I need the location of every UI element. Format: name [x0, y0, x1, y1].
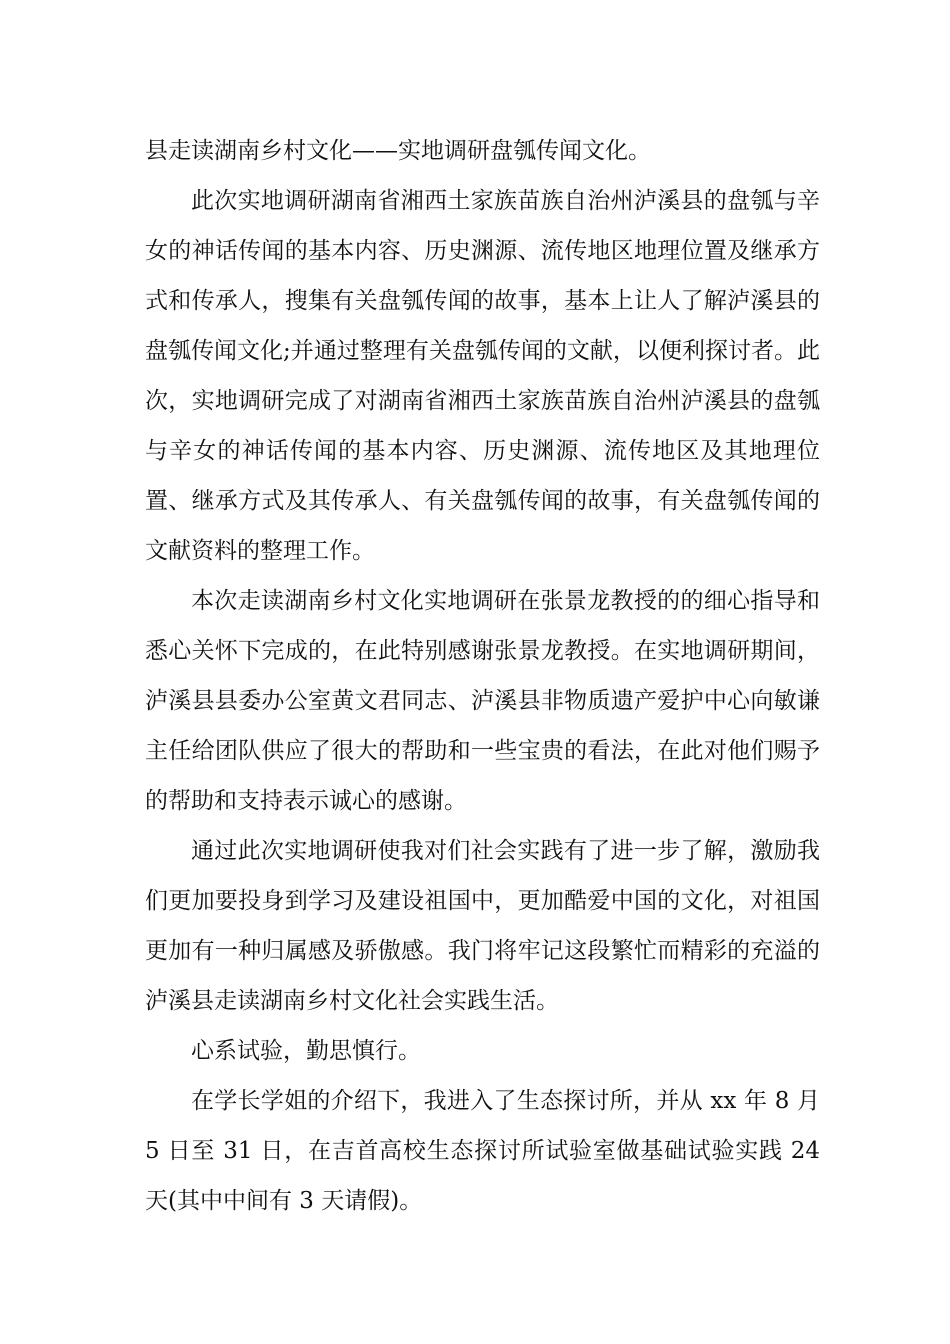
document-body — [145, 126, 820, 1226]
paragraph-1: 县走读湖南乡村文化——实地调研盘瓠传闻文化。 — [145, 138, 651, 164]
paragraph-6: 在学长学姐的介绍下，我进入了生态探讨所，并从 xx 年 8 月 5 日至 31 日，在吉首高校生态探讨所试验室做基础试验实践 24 天(其中中间有 3 天请假)。 — [145, 1088, 820, 1214]
paragraph-2: 此次实地调研湖南省湘西土家族苗族自治州泸溪县的盘瓠与辛女的神话传闻的基本内容、历史渊源、流传地区地理位置及继承方式和传承人，搜集有关盘瓠传闻的故事，基本上让人了解泸溪县的盘瓠传闻文化;并通过整理有关盘瓠传闻的文献，以便利探讨者。此次，实地调研完成了对湖南省湘西土家族苗族自治州泸溪县的盘瓠与辛女的神话传闻的基本内容、历史渊源、流传地区及其地理位置、继承方式及其传承人、有关盘瓠传闻的故事，有关盘瓠传闻的文献资料的整理工作。 — [145, 188, 820, 564]
paragraph-3: 本次走读湖南乡村文化实地调研在张景龙教授的的细心指导和悉心关怀下完成的，在此特别感谢张景龙教授。在实地调研期间，泸溪县县委办公室黄文君同志、泸溪县非物质遗产爱护中心向敏谦主任给团队供应了很大的帮助和一些宝贵的看法，在此对他们赐予的帮助和支持表示诚心的感谢。 — [145, 588, 820, 814]
paragraph-4: 通过此次实地调研使我对们社会实践有了进一步了解，激励我们更加要投身到学习及建设祖国中，更加酷爱中国的文化，对祖国更加有一种归属感及骄傲感。我门将牢记这段繁忙而精彩的充溢的泸溪县走读湖南乡村文化社会实践生活。 — [145, 838, 820, 1014]
paragraph-5: 心系试验，勤思慎行。 — [191, 1038, 421, 1064]
